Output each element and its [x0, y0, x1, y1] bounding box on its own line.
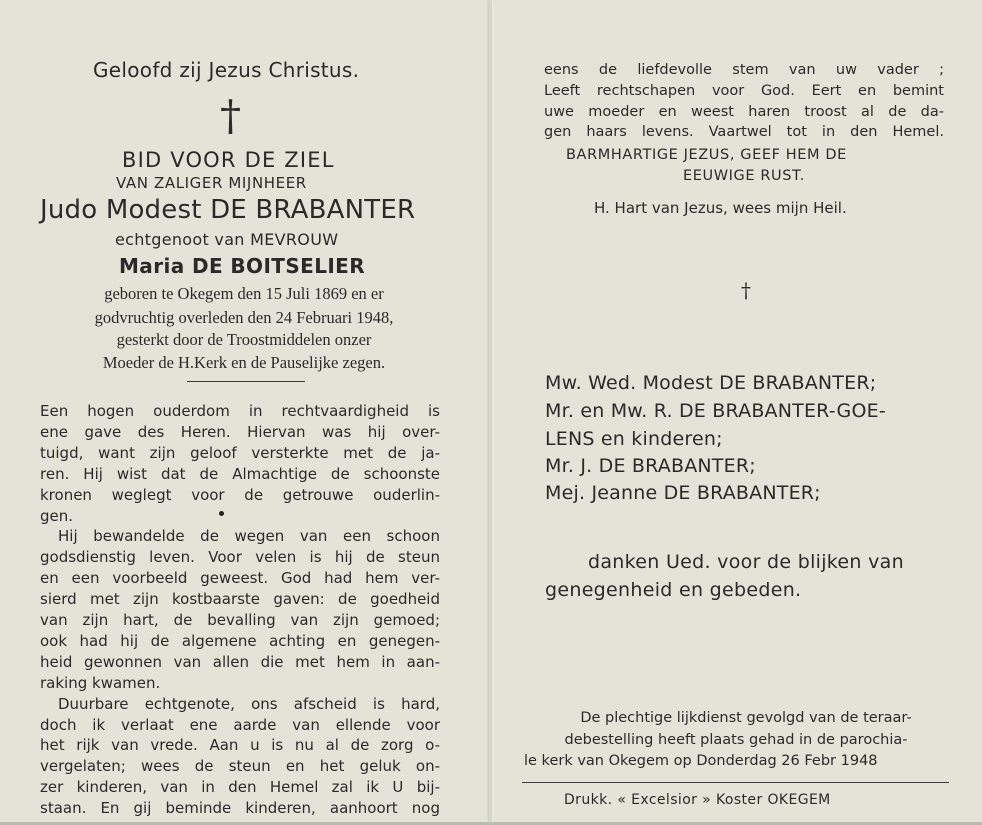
continuation-line-3: uwe moeder en weest haren troost al de da-	[544, 104, 944, 120]
para1-line-6: gen.	[40, 506, 74, 525]
deceased-name: Judo Modest DE BRABANTER	[40, 195, 416, 225]
right-page	[492, 0, 982, 822]
family-line-4: Mr. J. DE BRABANTER;	[545, 455, 756, 477]
service-line-3: le kerk van Okegem op Donderdag 26 Febr 1948	[524, 753, 878, 769]
para1-line-2: ene gave des Heren. Hiervan was hij over-	[40, 422, 440, 441]
life-line-2: godvruchtig overleden den 24 Februari 1948,	[94, 308, 394, 327]
continuation-line-1: eens de liefdevolle stem van uw vader ;	[544, 62, 944, 78]
para1-line-5: kronen weglegt voor de getrouwe ouderlin-	[40, 485, 440, 504]
life-line-3: gesterkt door de Troostmiddelen onzer	[116, 330, 372, 349]
header-text: Geloofd zij Jezus Christus.	[93, 58, 360, 82]
thanks-line-2: genegenheid en gebeden.	[545, 579, 802, 601]
footer-rule	[522, 782, 949, 783]
para2-line-3: en een voorbeeld geweest. God had hem ver-	[40, 569, 440, 588]
family-line-2: Mr. en Mw. R. DE BRABANTER-GOE-	[545, 400, 886, 422]
para2-line-7: heid gewonnen van allen die met hem in aan-	[40, 652, 440, 671]
continuation-line-2: Leeft rechtschapen voor God. Eert en bemint	[544, 83, 944, 99]
invocation: H. Hart van Jezus, wees mijn Heil.	[594, 199, 847, 217]
service-line-1: De plechtige lijkdienst gevolgd van de teraar-	[580, 710, 912, 726]
para2-line-8: raking kwamen.	[40, 673, 161, 692]
thanks-line-1: danken Ued. voor de blijken van	[588, 551, 904, 573]
family-line-3: LENS en kinderen;	[545, 428, 723, 450]
small-cross-icon: †	[741, 278, 751, 302]
para2-line-2: godsdienstig leven. Voor velen is hij de steun	[40, 548, 440, 567]
para3-line-3: het rijk van vrede. Aan u is nu al de zorg o-	[40, 736, 440, 755]
continuation-line-4: gen haars levens. Vaartwel tot in den Hemel.	[544, 124, 944, 140]
service-line-2: debestelling heeft plaats gehad in de parochia-	[564, 732, 908, 748]
para2-line-1: Hij bewandelde de wegen van een schoon	[58, 527, 440, 546]
family-line-5: Mej. Jeanne DE BRABANTER;	[545, 482, 821, 504]
prayer-line-2: EEUWIGE RUST.	[683, 168, 805, 184]
prayer-line-1: BARMHARTIGE JEZUS, GEEF HEM DE	[566, 147, 847, 163]
para3-line-4: vergelaten; wees de steun en het geluk on-	[40, 757, 440, 776]
para2-line-4: sierd met zijn kostbaarste gaven: de goedheid	[40, 590, 440, 609]
para3-line-6: staan. En gij beminde kinderen, aanhoort nog	[40, 799, 440, 818]
cross-icon: †	[220, 91, 241, 140]
para1-line-1: Een hogen ouderdom in rechtvaardigheid is	[40, 402, 440, 420]
spouse-name: Maria DE BOITSELIER	[119, 254, 366, 278]
para3-line-1: Duurbare echtgenote, ons afscheid is hard,	[58, 694, 440, 713]
spouse-label: echtgenoot van MEVROUW	[115, 230, 339, 249]
para2-line-6: ook had hij de algemene achting en genegen-	[40, 631, 440, 650]
bid-heading: BID VOOR DE ZIEL	[122, 148, 335, 172]
life-line-4: Moeder de H.Kerk en de Pauselijke zegen.	[102, 353, 386, 372]
para2-line-5: van zijn hart, de bevalling van zijn gemoed;	[40, 611, 440, 629]
para3-line-5: zer kinderen, van in den Hemel zal ik U bij-	[40, 778, 440, 797]
left-page	[0, 0, 490, 822]
printer-line: Drukk. « Excelsior » Koster OKEGEM	[564, 792, 831, 808]
para1-line-3: tuigd, want zijn geloof versterkte met de ja-	[40, 443, 440, 462]
ink-spot	[219, 511, 224, 516]
family-line-1: Mw. Wed. Modest DE BRABANTER;	[545, 372, 877, 394]
para1-line-4: ren. Hij wist dat de Almachtige de schoonste	[40, 464, 440, 483]
para3-line-2: doch ik verlaat ene aarde van ellende voor	[40, 715, 440, 734]
divider-rule	[187, 381, 305, 382]
life-line-1: geboren te Okegem den 15 Juli 1869 en er	[104, 284, 384, 303]
van-zaliger-heading: VAN ZALIGER MIJNHEER	[116, 174, 307, 192]
